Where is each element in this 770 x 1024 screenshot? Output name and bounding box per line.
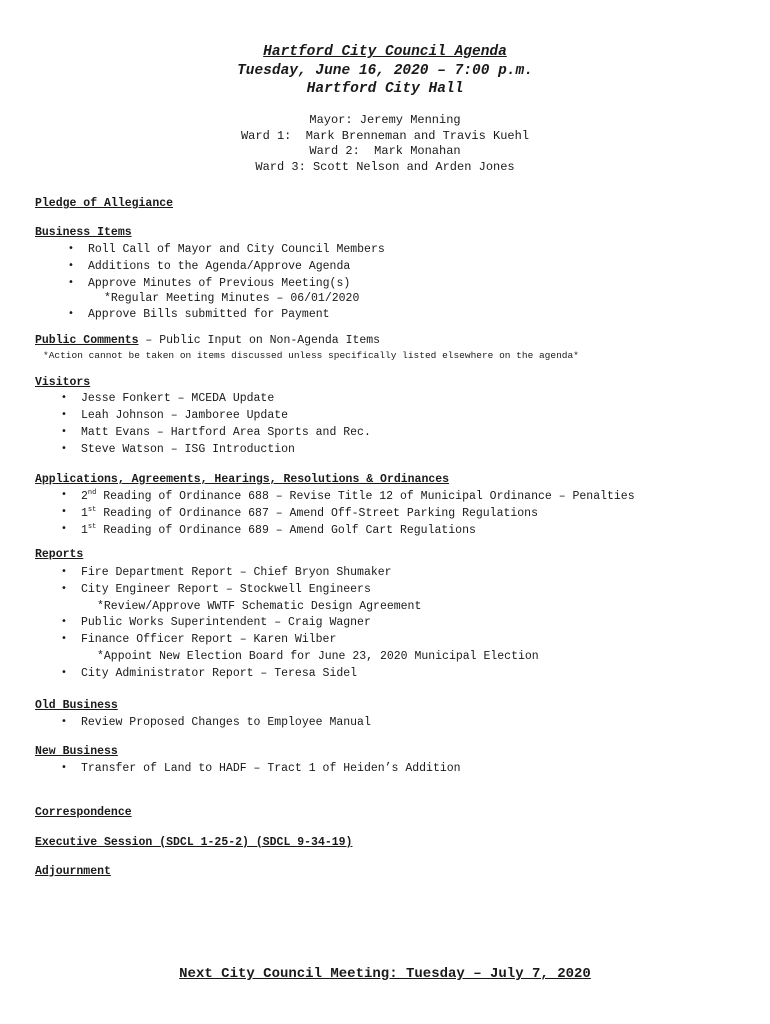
applications-heading: Applications, Agreements, Hearings, Resolutions & Ordinances (35, 473, 450, 486)
adjournment-heading: Adjournment (35, 865, 111, 878)
list-item: • Steve Watson – ISG Introduction (81, 443, 295, 456)
executive-session-heading: Executive Session (SDCL 1-25-2) (SDCL 9-34-19) (35, 836, 353, 849)
next-meeting-text: Next City Council Meeting: Tuesday – July 7, 2020 (179, 966, 591, 982)
visitors-heading: Visitors (35, 376, 91, 389)
public-comments-heading: Public Comments (35, 334, 139, 347)
next-meeting-footer (0, 966, 770, 982)
ward2-line: Ward 2: Mark Monahan (309, 144, 461, 158)
ward1-line: Ward 1: Mark Brenneman and Travis Kuehl (240, 128, 530, 143)
mayor-line: Mayor: Jeremy Menning (309, 113, 461, 127)
new-business-heading: New Business (35, 745, 118, 758)
reports-heading: Reports (35, 548, 84, 561)
sub-item: *Review/Approve WWTF Schematic Design Agreement (97, 600, 422, 613)
list-item: • Additions to the Agenda/Approve Agenda (88, 260, 350, 273)
pledge-heading: Pledge of Allegiance (35, 197, 174, 210)
list-item: • Transfer of Land to HADF – Tract 1 of Heiden’s Addition (81, 762, 461, 775)
list-item: • City Administrator Report – Teresa Sidel (81, 667, 357, 680)
list-item: • Finance Officer Report – Karen Wilber (81, 633, 336, 646)
list-item: • Jesse Fonkert – MCEDA Update (81, 392, 274, 405)
list-item: • Leah Johnson – Jamboree Update (81, 409, 288, 422)
list-item: • City Engineer Report – Stockwell Engineers (81, 583, 371, 596)
council-members (0, 113, 770, 175)
public-comments-note: *Action cannot be taken on items discussed unless specifically listed elsewhere on the agenda* (43, 350, 579, 361)
public-comments-line (35, 334, 380, 347)
agenda-title: Hartford City Council Agenda (263, 44, 507, 60)
ward3-line: Ward 3: Scott Nelson and Arden Jones (255, 159, 515, 174)
list-item: • 1st Reading of Ordinance 687 – Amend Off-Street Parking Regulations (81, 506, 538, 520)
sub-item: *Regular Meeting Minutes – 06/01/2020 (104, 292, 360, 305)
list-item: • 1st Reading of Ordinance 689 – Amend Golf Cart Regulations (81, 523, 476, 537)
correspondence-heading: Correspondence (35, 806, 132, 819)
sub-item: *Appoint New Election Board for June 23, 2020 Municipal Election (97, 650, 539, 663)
public-comments-text: – Public Input on Non-Agenda Items (138, 334, 381, 347)
list-item: • Approve Bills submitted for Payment (88, 308, 330, 321)
meeting-date: Tuesday, June 16, 2020 – 7:00 p.m. (237, 63, 533, 79)
list-item: • Approve Minutes of Previous Meeting(s) (88, 277, 350, 290)
meeting-location: Hartford City Hall (306, 81, 464, 97)
list-item: • Fire Department Report – Chief Bryon Shumaker (81, 566, 392, 579)
list-item: • Matt Evans – Hartford Area Sports and Rec. (81, 426, 371, 439)
list-item: • Public Works Superintendent – Craig Wagner (81, 616, 371, 629)
list-item: • Review Proposed Changes to Employee Manual (81, 716, 371, 729)
list-item: • Roll Call of Mayor and City Council Members (88, 243, 385, 256)
business-items-heading: Business Items (35, 226, 132, 239)
list-item: • 2nd Reading of Ordinance 688 – Revise Title 12 of Municipal Ordinance – Penalties (81, 489, 635, 503)
old-business-heading: Old Business (35, 699, 118, 712)
